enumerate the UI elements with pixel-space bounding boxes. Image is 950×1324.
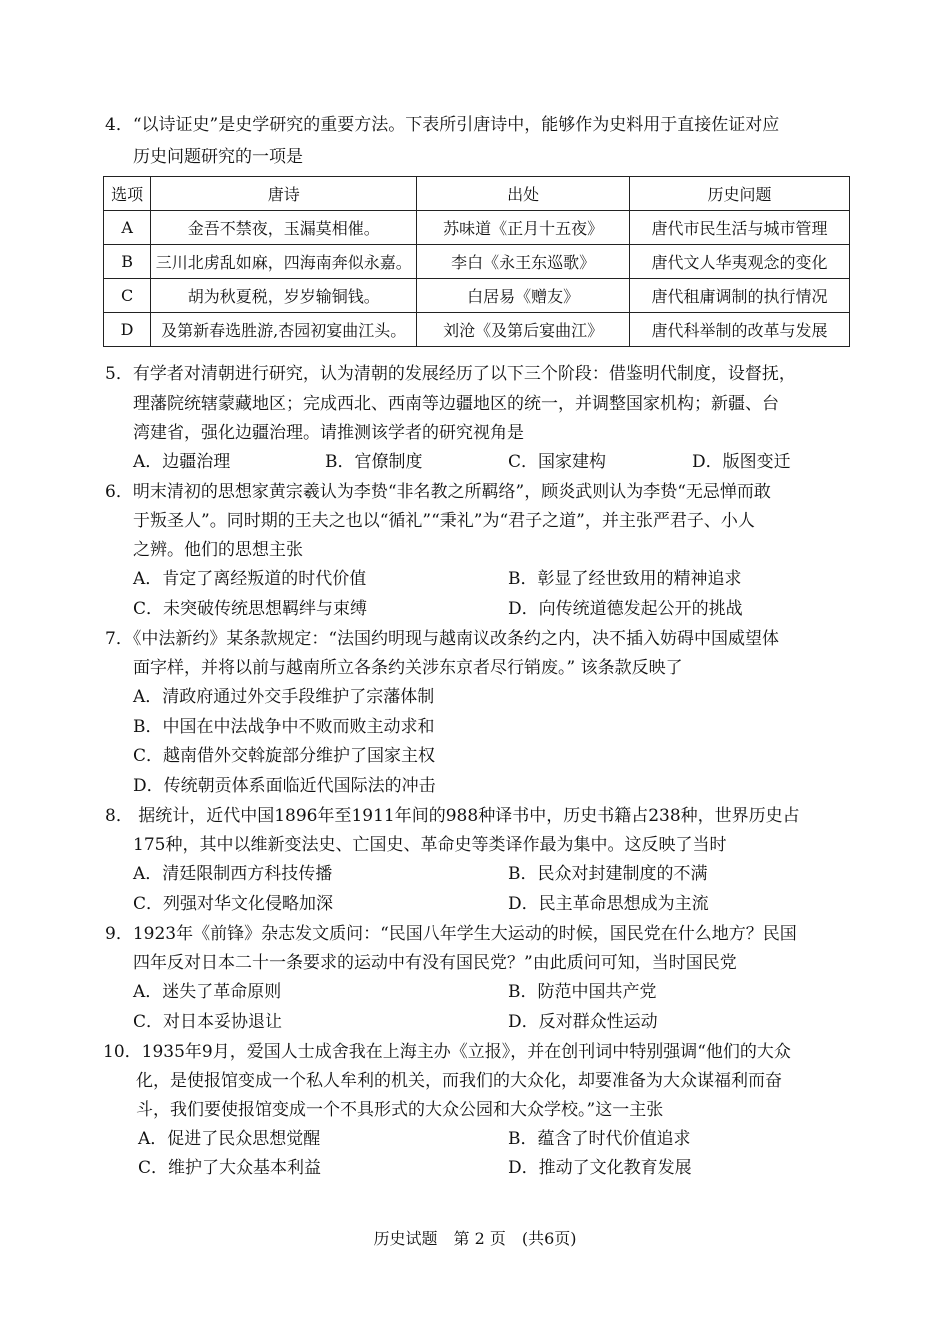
q10-stem-line3: 斗，我们要使报馆变成一个不具形式的大众公园和大众学校。”这一主张: [136, 1100, 664, 1120]
q9-stem-line1: 9．1923年《前锋》杂志发文质问：“民国八年学生大运动的时候，国民党在什么地方？民国: [105, 924, 797, 944]
q5-stem-line2: 理藩院统辖蒙藏地区；完成西北、西南等边疆地区的统一，并调整国家机构；新疆、台: [133, 394, 779, 414]
table-row: [104, 211, 850, 245]
q4-stem-line2: 历史问题研究的一项是: [133, 147, 303, 167]
q5-option-c: C．国家建构: [508, 452, 607, 472]
q8-option-d: D．民主革命思想成为主流: [508, 894, 709, 914]
row-poem: 及第新春选胜游,杏园初宴曲江头。: [151, 313, 417, 347]
q10-option-a: A．促进了民众思想觉醒: [138, 1129, 321, 1149]
q5-option-a: A．边疆治理: [133, 452, 231, 472]
q8-option-a: A．清廷限制西方科技传播: [133, 864, 333, 884]
row-option: C: [104, 279, 151, 313]
q8-stem-line1: 8． 据统计，近代中国1896年至1911年间的988种译书中，历史书籍占238种，世界历史占: [105, 806, 800, 826]
q5-option-d: D．版图变迁: [692, 452, 791, 472]
row-option: A: [104, 211, 151, 245]
header-issue: 历史问题: [630, 177, 850, 211]
q10-stem-line2: 化，是使报馆变成一个私人牟利的机关，而我们的大众化，却要准备为大众谋福利而奋: [136, 1071, 782, 1091]
row-issue: 唐代市民生活与城市管理: [630, 211, 850, 245]
q9-option-a: A．迷失了革命原则: [133, 982, 282, 1002]
row-poem: 三川北虏乱如麻，四海南奔似永嘉。: [151, 245, 417, 279]
q7-option-b: B．中国在中法战争中不败而败主动求和: [133, 717, 435, 737]
table-row: [104, 245, 850, 279]
table-row: [104, 279, 850, 313]
header-source: 出处: [417, 177, 630, 211]
q7-option-a: A．清政府通过外交手段维护了宗藩体制: [133, 687, 435, 707]
row-poem: 金吾不禁夜，玉漏莫相催。: [151, 211, 417, 245]
row-source: 苏味道《正月十五夜》: [417, 211, 630, 245]
q9-stem-line2: 四年反对日本二十一条要求的运动中有没有国民党？”由此质问可知，当时国民党: [133, 953, 737, 973]
q9-option-b: B．防范中国共产党: [508, 982, 657, 1002]
row-issue: 唐代科举制的改革与发展: [630, 313, 850, 347]
row-poem: 胡为秋夏税，岁岁输铜钱。: [151, 279, 417, 313]
row-issue: 唐代文人华夷观念的变化: [630, 245, 850, 279]
row-source: 刘沧《及第后宴曲江》: [417, 313, 630, 347]
row-source: 白居易《赠友》: [417, 279, 630, 313]
q10-option-c: C．维护了大众基本利益: [138, 1158, 322, 1178]
q7-stem-line1: 7．《中法新约》某条款规定：“法国约明现与越南议改条约之内，决不插入妨碍中国威望体: [105, 629, 780, 649]
q7-stem-line2: 面字样，并将以前与越南所立各条约关涉东京者尽行销废。” 该条款反映了: [133, 658, 683, 678]
row-option: B: [104, 245, 151, 279]
q10-option-d: D．推动了文化教育发展: [508, 1158, 692, 1178]
q5-stem-line1: 5．有学者对清朝进行研究，认为清朝的发展经历了以下三个阶段：借鉴明代制度，设督抚，: [105, 364, 796, 384]
q6-stem-line3: 之辨。他们的思想主张: [133, 540, 303, 560]
q6-option-a: A．肯定了离经叛道的时代价值: [133, 569, 367, 589]
q6-option-d: D．向传统道德发起公开的挑战: [508, 599, 743, 619]
q5-stem-line3: 湾建省，强化边疆治理。请推测该学者的研究视角是: [133, 423, 524, 443]
q4-stem-line1: 4．“以诗证史”是史学研究的重要方法。下表所引唐诗中，能够作为史料用于直接佐证对应: [105, 115, 780, 135]
q9-option-d: D．反对群众性运动: [508, 1012, 658, 1032]
poem-table: [103, 176, 850, 347]
q6-stem-line2: 于叛圣人”。同时期的王夫之也以“循礼”“秉礼”为“君子之道”，并主张严君子、小人: [133, 511, 755, 531]
q10-option-b: B．蕴含了时代价值追求: [508, 1129, 691, 1149]
q10-stem-line1: 10．1935年9月，爱国人士成舍我在上海主办《立报》，并在创刊词中特别强调“他们的大众: [103, 1042, 791, 1062]
header-option: 选项: [104, 177, 151, 211]
q7-option-c: C．越南借外交斡旋部分维护了国家主权: [133, 746, 436, 766]
page-footer: 历史试题 第 2 页 (共6页): [373, 1229, 577, 1248]
header-poem: 唐诗: [151, 177, 417, 211]
row-issue: 唐代租庸调制的执行情况: [630, 279, 850, 313]
row-option: D: [104, 313, 151, 347]
q6-option-c: C．未突破传统思想羁绊与束缚: [133, 599, 368, 619]
row-source: 李白《永王东巡歌》: [417, 245, 630, 279]
q6-option-b: B．彰显了经世致用的精神追求: [508, 569, 742, 589]
q8-option-b: B．民众对封建制度的不满: [508, 864, 708, 884]
q7-option-d: D．传统朝贡体系面临近代国际法的冲击: [133, 776, 436, 796]
q9-option-c: C．对日本妥协退让: [133, 1012, 283, 1032]
q5-option-b: B．官僚制度: [325, 452, 423, 472]
q8-option-c: C．列强对华文化侵略加深: [133, 894, 334, 914]
table-header-row: [104, 177, 850, 211]
q6-stem-line1: 6．明末清初的思想家黄宗羲认为李贽“非名教之所羁络”，顾炎武则认为李贽“无忌惮而敢: [105, 482, 771, 502]
table-row: [104, 313, 850, 347]
q8-stem-line2: 175种，其中以维新变法史、亡国史、革命史等类译作最为集中。这反映了当时: [133, 835, 727, 855]
